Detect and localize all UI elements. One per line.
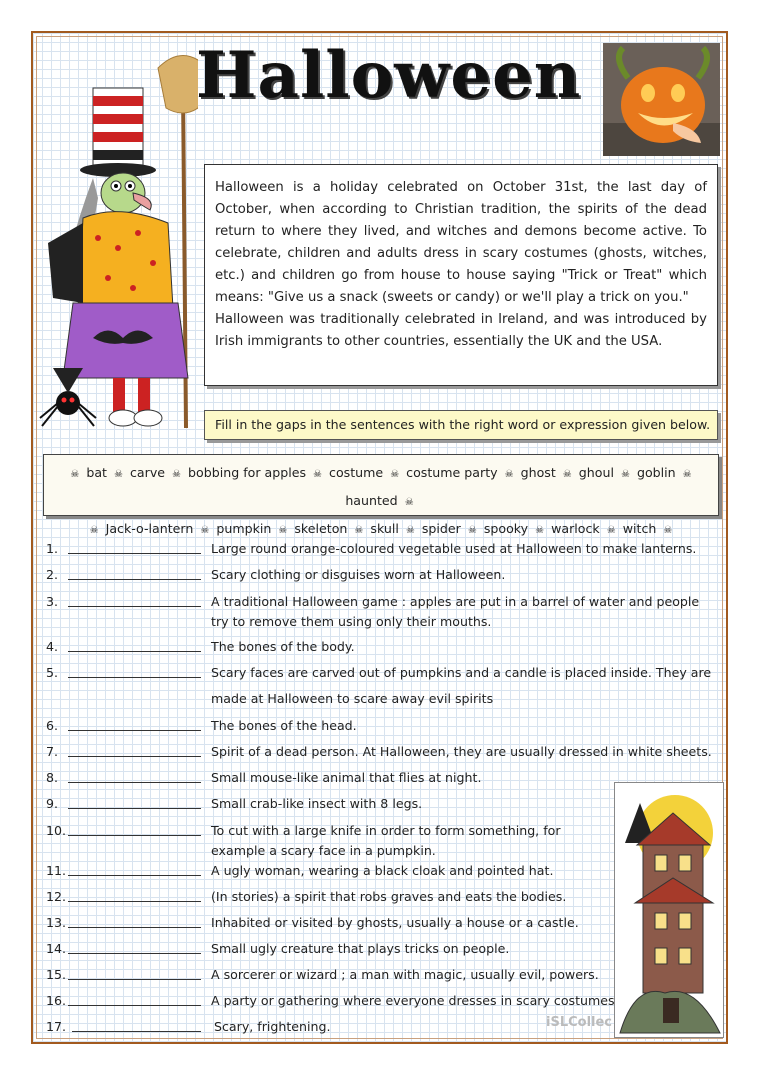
skull-crossbones-icon: ☠	[405, 525, 415, 536]
witch-illustration	[38, 48, 198, 433]
question-number: 8.	[46, 770, 59, 785]
question-text: To cut with a large knife in order to form something, for	[211, 823, 561, 838]
question-text-continued: example a scary face in a pumpkin.	[211, 843, 436, 858]
answer-blank[interactable]	[68, 875, 201, 876]
answer-blank[interactable]	[68, 1005, 201, 1006]
word-bank-item: pumpkin	[216, 521, 272, 536]
question-text: Large round orange-coloured vegetable used at Halloween to make lanterns.	[211, 541, 697, 556]
question-text-continued: made at Halloween to scare away evil spirits	[211, 691, 494, 706]
word-bank-row-1	[44, 460, 718, 516]
question-number: 16.	[46, 993, 67, 1008]
question-text: (In stories) a spirit that robs graves and eats the bodies.	[211, 889, 567, 904]
question-text-continued: try to remove them using only their mouths.	[211, 614, 492, 629]
question-number: 6.	[46, 718, 59, 733]
word-bank-item: spooky	[483, 521, 529, 536]
page-title: Halloween	[196, 38, 582, 113]
question-text: The bones of the head.	[211, 718, 357, 733]
question-text: A ugly woman, wearing a black cloak and pointed hat.	[211, 863, 554, 878]
skull-crossbones-icon: ☠	[606, 525, 616, 536]
answer-blank[interactable]	[68, 730, 201, 731]
word-bank-item: Jack-o-lantern	[105, 521, 194, 536]
question-text: Small ugly creature that plays tricks on people.	[211, 941, 510, 956]
word-bank-item: haunted	[345, 493, 398, 508]
question-number: 7.	[46, 744, 59, 759]
word-bank-item: ghost	[520, 465, 556, 480]
question-text: A traditional Halloween game : apples are put in a barrel of water and people	[211, 594, 700, 609]
word-bank-item: costume party	[406, 465, 498, 480]
answer-blank[interactable]	[68, 953, 201, 954]
instruction-box: Fill in the gaps in the sentences with the right word or expression given below.	[204, 410, 718, 440]
question-number: 5.	[46, 665, 59, 680]
answer-blank[interactable]	[68, 835, 201, 836]
answer-blank[interactable]	[68, 979, 201, 980]
question-number: 11.	[46, 863, 67, 878]
skull-crossbones-icon: ☠	[682, 469, 692, 480]
answer-blank[interactable]	[68, 606, 201, 607]
word-bank	[43, 454, 719, 536]
question-text: Small mouse-like animal that flies at night.	[211, 770, 482, 785]
word-bank-item: skeleton	[294, 521, 348, 536]
word-bank-item: ghoul	[578, 465, 614, 480]
question-number: 3.	[46, 594, 59, 609]
answer-blank[interactable]	[68, 782, 201, 783]
jack-o-lantern-photo	[603, 43, 720, 156]
skull-crossbones-icon: ☠	[354, 525, 364, 536]
answer-blank[interactable]	[68, 927, 201, 928]
question-number: 2.	[46, 567, 59, 582]
watermark: iSLCollec	[546, 1015, 613, 1030]
question-number: 13.	[46, 915, 67, 930]
question-text: Small crab-like insect with 8 legs.	[211, 796, 423, 811]
question-text: The bones of the body.	[211, 639, 355, 654]
question-number: 4.	[46, 639, 59, 654]
question-number: 10.	[46, 823, 67, 838]
word-bank-item: carve	[130, 465, 166, 480]
answer-blank[interactable]	[68, 651, 201, 652]
haunted-house-illustration	[614, 782, 724, 1038]
skull-crossbones-icon: ☠	[535, 525, 545, 536]
question-text: Inhabited or visited by ghosts, usually a house or a castle.	[211, 915, 579, 930]
answer-blank[interactable]	[68, 756, 201, 757]
skull-crossbones-icon: ☠	[89, 525, 99, 536]
intro-text-box	[204, 164, 718, 386]
word-bank-item: costume	[329, 465, 384, 480]
question-number: 1.	[46, 541, 59, 556]
answer-blank[interactable]	[68, 677, 201, 678]
answer-blank[interactable]	[68, 901, 201, 902]
skull-crossbones-icon: ☠	[562, 469, 572, 480]
skull-crossbones-icon: ☠	[663, 525, 673, 536]
skull-crossbones-icon: ☠	[200, 525, 210, 536]
intro-paragraph-2: Halloween was traditionally celebrated in Ireland, and was introduced by Irish immigrants to other countries, essentially the UK and the USA.	[215, 312, 707, 349]
question-number: 15.	[46, 967, 67, 982]
skull-crossbones-icon: ☠	[172, 469, 182, 480]
answer-blank[interactable]	[68, 579, 201, 580]
skull-crossbones-icon: ☠	[114, 469, 123, 480]
word-bank-item: bat	[86, 465, 107, 480]
question-text: Spirit of a dead person. At Halloween, they are usually dressed in white sheets.	[211, 744, 712, 759]
question-text: A sorcerer or wizard ; a man with magic, usually evil, powers.	[211, 967, 599, 982]
word-bank-item: bobbing for apples	[188, 465, 307, 480]
question-number: 12.	[46, 889, 67, 904]
skull-crossbones-icon: ☠	[313, 469, 323, 480]
answer-blank[interactable]	[68, 808, 201, 809]
question-text: Scary clothing or disguises worn at Halloween.	[211, 567, 506, 582]
skull-crossbones-icon: ☠	[620, 469, 630, 480]
skull-crossbones-icon: ☠	[504, 469, 514, 480]
question-number: 9.	[46, 796, 59, 811]
skull-crossbones-icon: ☠	[467, 525, 477, 536]
answer-blank[interactable]	[68, 553, 201, 554]
word-bank-item: goblin	[636, 465, 676, 480]
question-text: A party or gathering where everyone dresses in scary costumes.	[211, 993, 619, 1008]
word-bank-item: witch	[622, 521, 657, 536]
word-bank-item: spider	[421, 521, 461, 536]
word-bank-item: warlock	[551, 521, 600, 536]
intro-paragraph-1: Halloween is a holiday celebrated on October 31st, the last day of October, when according to Christian tradition, the spirits of the dead return to where they lived, and witches and demons become active. To celebrate, children and adults dress in scary costumes (ghosts, witches, etc.) and children go from house to house saying "Trick or Treat" which means: "Give us a snack (sweets or candy) or we'll play a trick on you."	[215, 180, 707, 305]
word-bank-item: skull	[370, 521, 399, 536]
skull-crossbones-icon: ☠	[404, 497, 414, 508]
skull-crossbones-icon: ☠	[70, 469, 80, 480]
skull-crossbones-icon: ☠	[390, 469, 400, 480]
skull-crossbones-icon: ☠	[278, 525, 288, 536]
question-number: 14.	[46, 941, 67, 956]
answer-blank[interactable]	[72, 1031, 201, 1032]
question-text: Scary faces are carved out of pumpkins and a candle is placed inside. They are	[211, 665, 712, 680]
question-text: Scary, frightening.	[214, 1019, 331, 1034]
question-number: 17.	[46, 1019, 67, 1034]
